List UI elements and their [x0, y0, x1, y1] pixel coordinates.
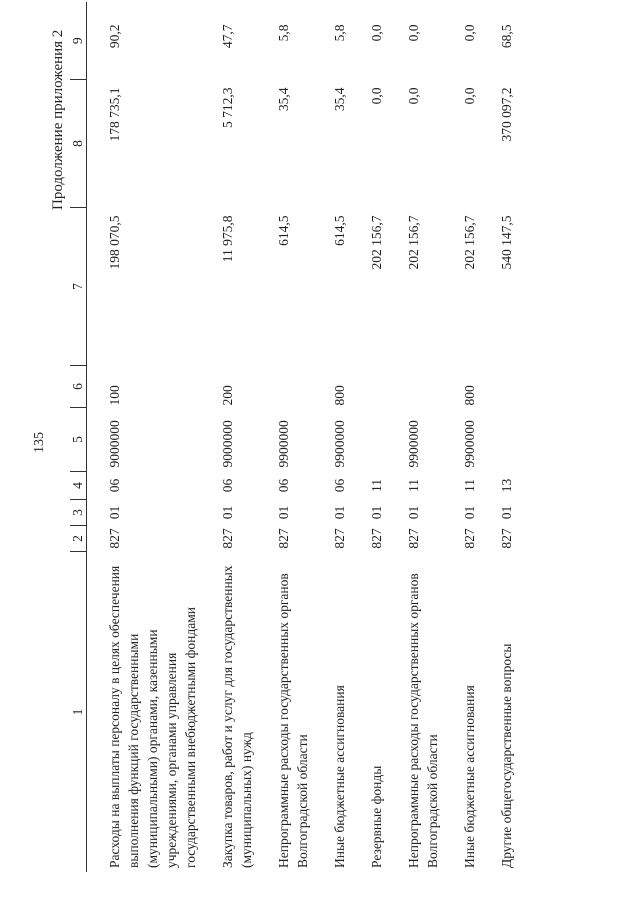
- cell-planned: 614,5: [276, 215, 291, 246]
- column-header: 2: [70, 526, 87, 552]
- cell-expense-type: 200: [220, 385, 235, 406]
- table-row: [200, 3, 256, 873]
- table-row: [386, 3, 442, 873]
- cell-subsection: 06: [332, 478, 347, 493]
- cell-ministry: 827: [107, 528, 122, 549]
- cell-expense-type: 800: [332, 385, 347, 406]
- cell-expense-type: [386, 366, 442, 408]
- table-row: [349, 3, 386, 873]
- row-name: Непрограммные расходы государственных органов Волгоградской области: [406, 573, 440, 868]
- cell-percent: 0,0: [462, 24, 477, 42]
- cell-subsection: 13: [499, 478, 514, 493]
- column-header: 8: [70, 80, 87, 208]
- cell-planned: 202 156,7: [369, 215, 384, 270]
- cell-subsection: 06: [220, 478, 235, 493]
- cell-subsection: 06: [107, 478, 122, 493]
- cell-planned: 202 156,7: [406, 215, 421, 270]
- cell-ministry: 827: [332, 528, 347, 549]
- cell-percent: 47,7: [220, 24, 235, 49]
- cell-section: 01: [220, 505, 235, 520]
- appendix-caption: Продолжение приложения 2: [50, 29, 66, 210]
- table-row: [312, 3, 349, 873]
- row-name: Резервные фонды: [369, 765, 384, 868]
- cell-target: 9900000: [462, 420, 477, 468]
- cell-target: 9900000: [332, 420, 347, 468]
- cell-section: 01: [406, 505, 421, 520]
- cell-percent: 0,0: [369, 24, 384, 42]
- cell-actual: 370 097,2: [499, 87, 514, 142]
- cell-target: [479, 408, 516, 472]
- cell-section: 01: [332, 505, 347, 520]
- column-header: 5: [70, 408, 87, 472]
- cell-target: [349, 408, 386, 472]
- cell-percent: 68,5: [499, 24, 514, 49]
- cell-expense-type: 100: [107, 385, 122, 406]
- table-row: [479, 3, 516, 873]
- cell-ministry: 827: [406, 528, 421, 549]
- cell-target: 9900000: [406, 420, 421, 468]
- table-row: [442, 3, 479, 873]
- column-header: 3: [70, 500, 87, 526]
- cell-actual: 178 735,1: [107, 87, 122, 142]
- cell-ministry: 827: [276, 528, 291, 549]
- cell-expense-type: [479, 366, 516, 408]
- page-number: 135: [32, 432, 47, 453]
- row-name: Другие общегосударственные вопросы: [499, 643, 514, 868]
- column-header: 6: [70, 366, 87, 408]
- cell-section: 01: [369, 505, 384, 520]
- cell-target: 9000000: [107, 420, 122, 468]
- cell-section: 01: [276, 505, 291, 520]
- row-name: Иные бюджетные ассигнования: [462, 685, 477, 868]
- cell-actual: 0,0: [406, 87, 421, 105]
- cell-planned: 614,5: [332, 215, 347, 246]
- cell-planned: 11 975,8: [220, 215, 235, 263]
- cell-percent: 90,2: [107, 24, 122, 49]
- cell-section: 01: [462, 505, 477, 520]
- cell-target: 9900000: [276, 420, 291, 468]
- cell-subsection: 11: [369, 479, 384, 492]
- cell-expense-type: 800: [462, 385, 477, 406]
- cell-actual: 5 712,3: [220, 87, 235, 128]
- table-row: [87, 3, 201, 873]
- cell-subsection: 06: [276, 478, 291, 493]
- row-name: Иные бюджетные ассигнования: [332, 685, 347, 868]
- column-header: 1: [70, 552, 87, 873]
- table-row: [256, 3, 312, 873]
- cell-target: 9000000: [220, 420, 235, 468]
- cell-section: 01: [107, 505, 122, 520]
- cell-ministry: 827: [499, 528, 514, 549]
- cell-actual: 35,4: [332, 87, 347, 112]
- cell-percent: 0,0: [406, 24, 421, 42]
- cell-subsection: 11: [462, 479, 477, 492]
- cell-percent: 5,8: [332, 24, 347, 42]
- cell-expense-type: [256, 366, 312, 408]
- cell-ministry: 827: [369, 528, 384, 549]
- column-header: 9: [70, 3, 87, 80]
- column-header: 7: [70, 208, 87, 366]
- cell-actual: 0,0: [369, 87, 384, 105]
- row-name: Расходы на выплаты персоналу в целях обеспечения выполнения функций государственными (муниципальными) органами, казенными учреждениями, органами управления государственными внебюджетными фондами: [107, 565, 198, 868]
- header-row: [70, 3, 87, 873]
- cell-planned: 540 147,5: [499, 215, 514, 270]
- column-header: 4: [70, 472, 87, 500]
- cell-percent: 5,8: [276, 24, 291, 42]
- cell-actual: 35,4: [276, 87, 291, 112]
- cell-subsection: 11: [406, 479, 421, 492]
- cell-planned: 198 070,5: [107, 215, 122, 270]
- cell-ministry: 827: [462, 528, 477, 549]
- cell-expense-type: [349, 366, 386, 408]
- cell-actual: 0,0: [462, 87, 477, 105]
- cell-planned: 202 156,7: [462, 215, 477, 270]
- cell-ministry: 827: [220, 528, 235, 549]
- row-name: Непрограммные расходы государственных органов Волгоградской области: [276, 573, 310, 868]
- cell-section: 01: [499, 505, 514, 520]
- row-name: Закупка товаров, работ и услуг для государственных (муниципальных) нужд: [220, 565, 254, 868]
- budget-table: [70, 3, 516, 873]
